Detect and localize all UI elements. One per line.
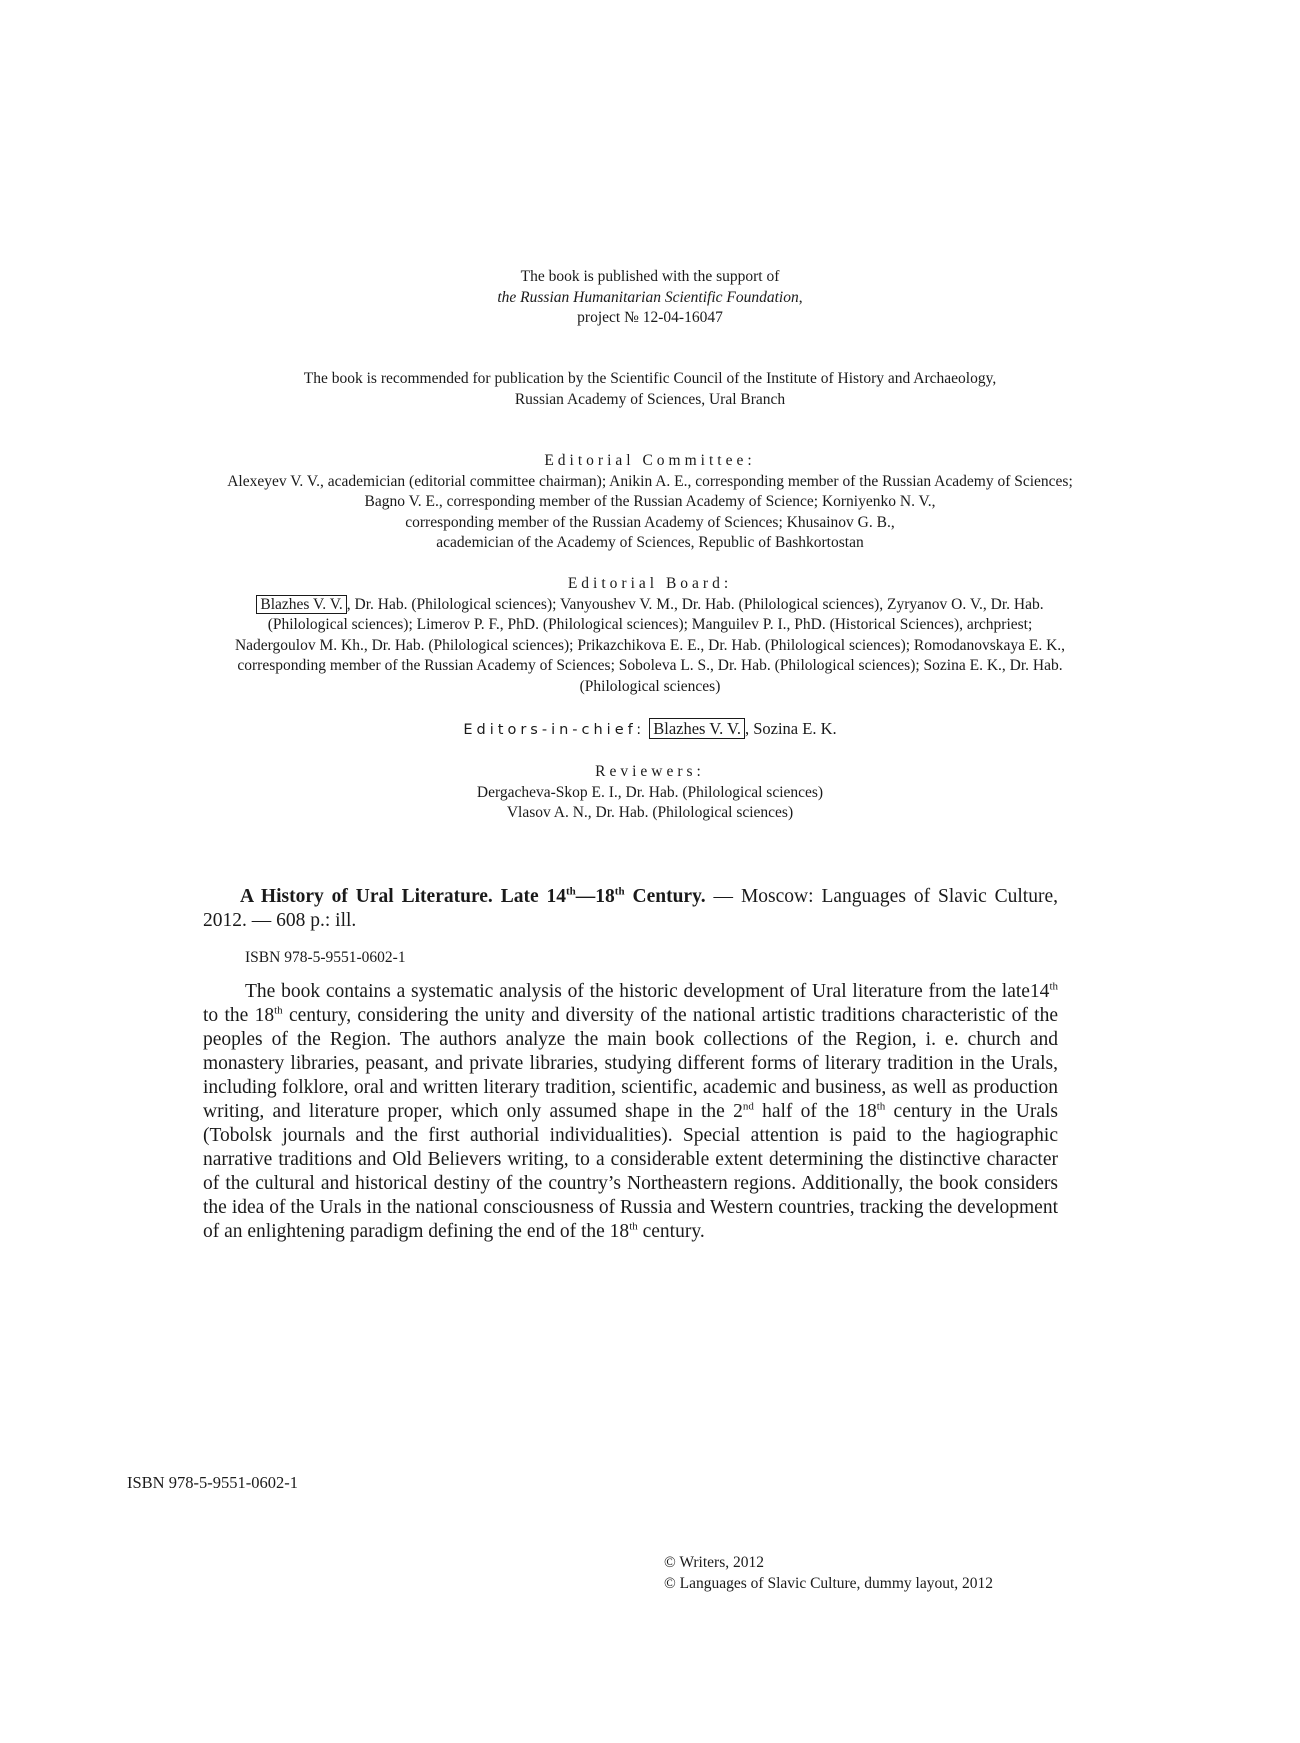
editors-in-chief-heading: Editors-in-chief: xyxy=(463,722,646,738)
editorial-committee xyxy=(0,451,1300,554)
publisher-info: — Moscow: Languages of Slavic Culture, 2012. — 608 p.: ill. xyxy=(203,886,1058,931)
committee-member-line: Bagno V. E., corresponding member of the Russian Academy of Science; Korniyenko N. V., xyxy=(364,493,936,510)
project-number: project № 12-04-16047 xyxy=(577,309,723,326)
book-title: A History of Ural Literature. Late 14th—18th Century. xyxy=(240,885,706,907)
editor-name: Sozina E. K. xyxy=(753,719,837,738)
support-block xyxy=(0,267,1300,329)
board-member-line: corresponding member of the Russian Academy of Sciences; Soboleva L. S., Dr. Hab. (Philological sciences); Sozina E. K., Dr. Hab. xyxy=(237,657,1063,674)
board-member-line: (Philological sciences); Limerov P. F., PhD. (Philological sciences); Manguilev P. I., PhD. (Historical Sciences), archpriest; xyxy=(267,616,1033,633)
committee-member-line: corresponding member of the Russian Academy of Sciences; Khusainov G. B., xyxy=(405,513,895,531)
reviewers-heading: Reviewers: xyxy=(595,763,705,780)
boxed-name: Blazhes V. V. xyxy=(256,595,346,614)
footer-isbn: ISBN 978-5-9551-0602-1 xyxy=(127,1473,298,1492)
editors-in-chief: Editors-in-chief: Blazhes V. V. , Sozina E. K. xyxy=(463,719,837,738)
editorial-board-heading: Editorial Board: xyxy=(567,575,733,592)
recommendation-block xyxy=(0,369,1300,410)
copyright-line: © Languages of Slavic Culture, dummy layout, 2012 xyxy=(664,1574,994,1592)
reviewer-line: Vlasov A. N., Dr. Hab. (Philological sciences) xyxy=(506,804,794,821)
editorial-committee-heading: Editorial Committee: xyxy=(544,452,756,469)
committee-member-line: Alexeyev V. V., academician (editorial committee chairman); Anikin A. E., corresponding member of the Russian Academy of Sciences; xyxy=(227,472,1073,490)
recommendation-line: The book is recommended for publication by the Scientific Council of the Institute of History and Archaeology, xyxy=(303,370,997,387)
board-member-line: (Philological sciences) xyxy=(579,677,721,695)
reviewer-line: Dergacheva-Skop E. I., Dr. Hab. (Philological sciences) xyxy=(476,783,824,801)
abstract-paragraph: The book contains a systematic analysis of the historic development of Ural literature from the late14th to the 18th century, considering the unity and diversity of the national artistic traditions characteristic of the peoples of the Region. The authors analyze the main book collections of the Region, i. e. church and monastery libraries, peasant, and private libraries, studying different forms of literary tradition in the Urals, including folklore, oral and written literary tradition, scientific, academic and business, as well as production writing, and literature proper, which only assumed shape in the 2nd half of the 18th century in the Urals (Tobolsk journals and the first authorial individualities). Special attention is paid to the hagiographic narrative traditions and Old Believers writing, to a considerable extent determining the distinctive character of the cultural and historical destiny of the country’s Northeastern regions. Additionally, the book considers the idea of the Urals in the national consciousness of Russia and Western countries, tracking the development of an enlightening paradigm defining the end of the 18th century. xyxy=(203,980,1058,1242)
bibliographic-isbn: ISBN 978-5-9551-0602-1 xyxy=(245,949,406,966)
reviewers xyxy=(0,762,1300,824)
bibliographic-entry xyxy=(203,885,1058,933)
support-foundation-line: the Russian Humanitarian Scientific Foundation, xyxy=(497,288,803,306)
support-line: The book is published with the support of xyxy=(520,268,780,285)
copyright-block xyxy=(664,1553,993,1594)
boxed-name: Blazhes V. V. xyxy=(649,718,745,739)
foundation-name: the Russian Humanitarian Scientific Foundation xyxy=(497,288,799,306)
committee-member-line: academician of the Academy of Sciences, Republic of Bashkortostan xyxy=(436,534,864,551)
copyright-line: © Writers, 2012 xyxy=(664,1554,764,1571)
board-member-line: Blazhes V. V. , Dr. Hab. (Philological sciences); Vanyoushev V. M., Dr. Hab. (Philological sciences), Zyryanov O. V., Dr. Hab. xyxy=(0,595,1300,616)
recommendation-line: Russian Academy of Sciences, Ural Branch xyxy=(514,390,786,408)
editorial-board xyxy=(0,574,1300,697)
board-member-line: Nadergoulov M. Kh., Dr. Hab. (Philological sciences); Prikazchikova E. E., Dr. Hab. (Philological sciences); Romodanovskaya E. K., xyxy=(234,636,1066,654)
